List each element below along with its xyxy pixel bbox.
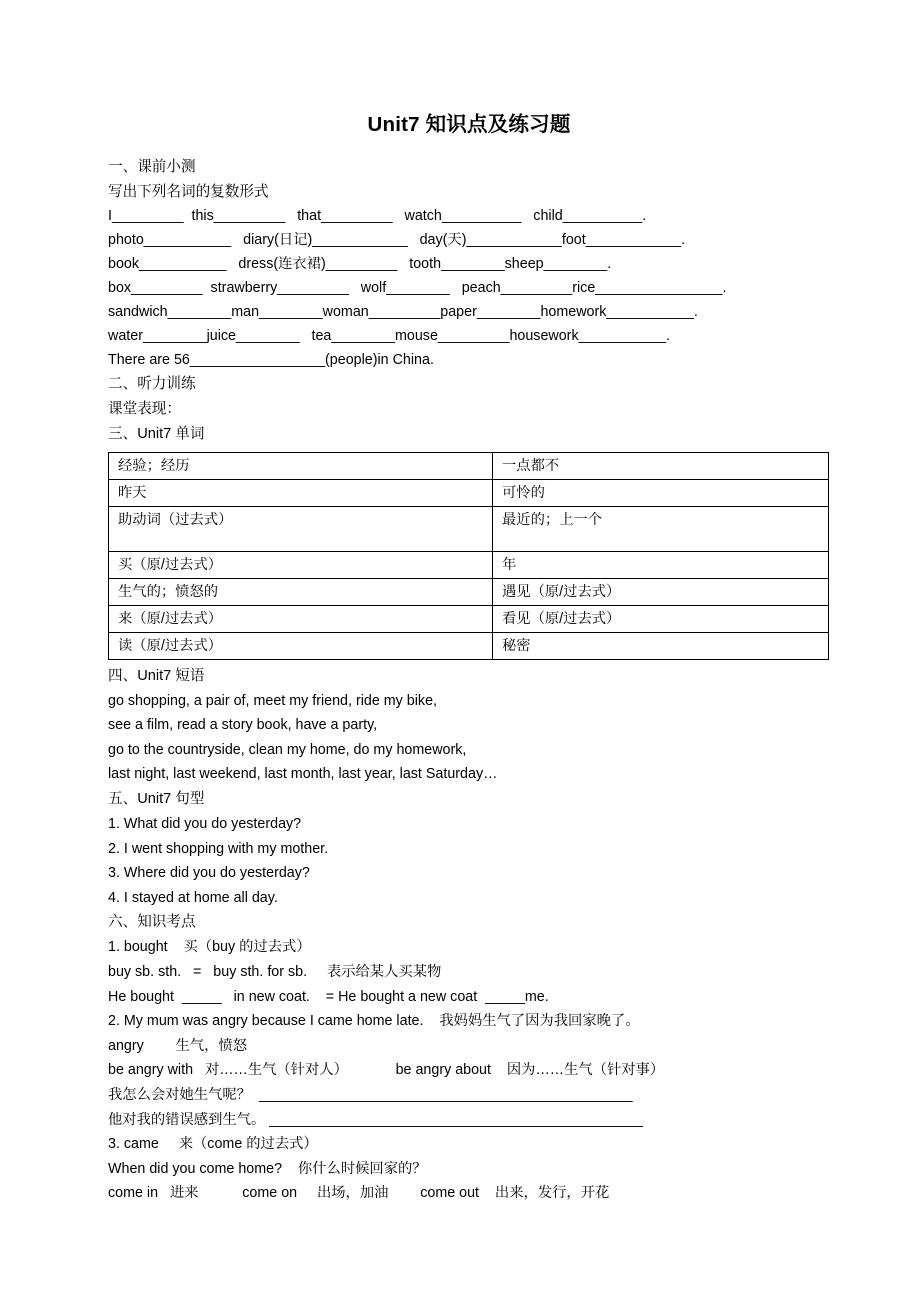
section1-heading: 一、课前小测 xyxy=(108,158,196,175)
page-title: Unit7 知识点及练习题 xyxy=(367,113,571,136)
phrase-line: see a film, read a story book, have a party, xyxy=(108,717,378,734)
table-cell-right: 可怜的 xyxy=(493,479,829,506)
point1-line: He bought _____ in new coat. = He bought a new coat _____me. xyxy=(108,988,549,1005)
table-cell-right: 遇见（原/过去式） xyxy=(493,578,829,605)
section3-heading: 三、Unit7 单词 xyxy=(108,425,205,442)
knowledge-point-2 xyxy=(108,1009,830,1132)
table-cell-right: 年 xyxy=(493,551,829,578)
table-cell-right: 看见（原/过去式） xyxy=(493,605,829,632)
fill-line: sandwich________man________woman_________paper________homework___________. xyxy=(108,304,698,321)
section6-heading: 六、知识考点 xyxy=(108,914,196,931)
vocabulary-table-body xyxy=(109,452,829,659)
document-content xyxy=(108,112,830,1206)
table-row xyxy=(109,452,829,479)
table-cell-left: 助动词（过去式） xyxy=(109,506,493,551)
table-cell-right: 秘密 xyxy=(493,632,829,659)
fill-line: photo___________ diary(日记)____________ day(天)____________foot____________. xyxy=(108,232,686,249)
table-row xyxy=(109,479,829,506)
table-cell-left: 买（原/过去式） xyxy=(109,551,493,578)
table-cell-left: 经验；经历 xyxy=(109,452,493,479)
table-cell-left: 生气的；愤怒的 xyxy=(109,578,493,605)
table-cell-left: 昨天 xyxy=(109,479,493,506)
sentence-line: 4. I stayed at home all day. xyxy=(108,889,278,906)
vocabulary-table xyxy=(108,452,829,660)
sentence-line: 3. Where did you do yesterday? xyxy=(108,865,310,882)
section-unit7-sentence-patterns xyxy=(108,787,830,910)
table-cell-left: 来（原/过去式） xyxy=(109,605,493,632)
table-row xyxy=(109,632,829,659)
table-row xyxy=(109,578,829,605)
knowledge-point-1 xyxy=(108,935,830,1009)
point2-line: be angry with 对……生气（针对人） be angry about 因为……生气（针对事） xyxy=(108,1062,665,1079)
fill-line: book___________ dress(连衣裙)_________ tooth________sheep________. xyxy=(108,256,612,273)
section2-heading: 二、听力训练 xyxy=(108,376,196,393)
section5-heading: 五、Unit7 句型 xyxy=(108,791,205,808)
table-cell-left: 读（原/过去式） xyxy=(109,632,493,659)
fill-line: box_________ strawberry_________ wolf________ peach_________rice________________. xyxy=(108,280,727,297)
classroom-performance-label: 课堂表现： xyxy=(108,401,181,418)
phrase-line: go shopping, a pair of, meet my friend, ride my bike, xyxy=(108,692,437,709)
point1-title: 1. bought 买（buy 的过去式） xyxy=(108,939,311,956)
section-unit7-words xyxy=(108,422,830,660)
point2-line: angry 生气，愤怒 xyxy=(108,1037,248,1054)
point1-line: buy sb. sth. = buy sth. for sb. 表示给某人买某物 xyxy=(108,963,442,980)
point3-line: come in 进来 come on 出场，加油 come out 出来，发行，开花 xyxy=(108,1185,610,1202)
point3-title: 3. came 来（come 的过去式） xyxy=(108,1136,318,1153)
fill-line: water________juice________ tea________mouse_________housework___________. xyxy=(108,328,671,345)
section-knowledge-points xyxy=(108,910,830,1206)
table-row xyxy=(109,605,829,632)
fill-line: I_________ this_________ that_________ watch__________ child__________. xyxy=(108,208,647,225)
point2-translate-line: 我怎么会对她生气呢？ _______________________________________________ xyxy=(108,1086,633,1103)
section4-heading: 四、Unit7 短语 xyxy=(108,667,205,684)
section-unit7-phrases xyxy=(108,664,830,787)
phrase-line: last night, last weekend, last month, last year, last Saturday… xyxy=(108,766,498,783)
point2-translate-line: 他对我的错误感到生气。 _______________________________________________ xyxy=(108,1111,643,1128)
table-row xyxy=(109,506,829,551)
table-row xyxy=(109,551,829,578)
section-pre-class-quiz xyxy=(108,155,830,373)
point2-title: 2. My mum was angry because I came home late. 我妈妈生气了因为我回家晚了。 xyxy=(108,1013,640,1030)
sentence-line: 1. What did you do yesterday? xyxy=(108,816,302,833)
table-cell-right: 最近的；上一个 xyxy=(493,506,829,551)
section-listening-training xyxy=(108,372,830,422)
knowledge-point-3 xyxy=(108,1132,830,1206)
section1-instruction: 写出下列名词的复数形式 xyxy=(108,183,269,200)
sentence-line: 2. I went shopping with my mother. xyxy=(108,840,329,857)
point3-line: When did you come home? 你什么时候回家的？ xyxy=(108,1160,427,1177)
phrase-line: go to the countryside, clean my home, do my homework, xyxy=(108,741,467,758)
fill-line: There are 56_________________(people)in China. xyxy=(108,352,434,369)
table-cell-right: 一点都不 xyxy=(493,452,829,479)
